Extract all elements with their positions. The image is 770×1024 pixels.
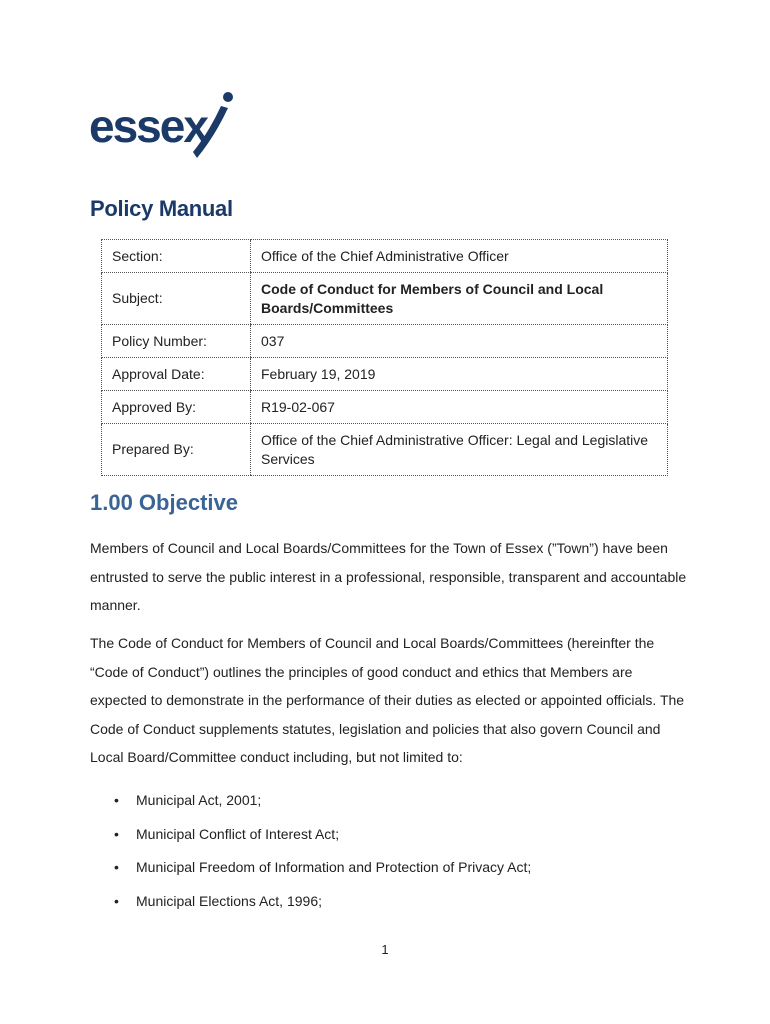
row-value: February 19, 2019 bbox=[251, 358, 668, 391]
logo-dot-icon bbox=[223, 92, 233, 102]
logo-text: essex bbox=[89, 100, 207, 152]
table-row bbox=[102, 325, 668, 358]
row-label: Policy Number: bbox=[102, 325, 251, 358]
list-item-text: Municipal Elections Act, 1996; bbox=[136, 892, 322, 909]
table-row bbox=[102, 240, 668, 273]
row-value: R19-02-067 bbox=[251, 391, 668, 424]
section-heading: 1.00 Objective bbox=[90, 490, 238, 515]
paragraph: The Code of Conduct for Members of Council and Local Boards/Committees (hereinfter the “Code of Conduct”) outlines the principles of good conduct and ethics that Members are expected to demonstrate in the performance of their duties as elected or appointed officials. The Code of Conduct supplements statutes, legislation and policies that also govern Council and Local Board/Committee conduct including, but not limited to: bbox=[90, 635, 685, 765]
list-item-text: Municipal Freedom of Information and Protection of Privacy Act; bbox=[136, 859, 532, 875]
bullet-icon: • bbox=[114, 892, 119, 909]
row-label: Prepared By: bbox=[102, 424, 251, 476]
essex-logo bbox=[89, 92, 239, 164]
policy-info-table bbox=[101, 239, 668, 476]
row-value: Office of the Chief Administrative Officer bbox=[251, 240, 668, 273]
row-value: Code of Conduct for Members of Council and Local Boards/Committees bbox=[251, 273, 668, 325]
row-value: Office of the Chief Administrative Officer: Legal and Legislative Services bbox=[251, 424, 668, 476]
page-title: Policy Manual bbox=[90, 196, 233, 221]
page-number: 1 bbox=[381, 942, 389, 957]
acts-list bbox=[90, 786, 690, 920]
table-row bbox=[102, 273, 668, 325]
list-item bbox=[90, 786, 690, 820]
table-row bbox=[102, 358, 668, 391]
bullet-icon: • bbox=[114, 825, 119, 842]
list-item bbox=[90, 820, 690, 854]
list-item bbox=[90, 853, 690, 887]
row-label: Approved By: bbox=[102, 391, 251, 424]
row-label: Subject: bbox=[102, 273, 251, 325]
bullet-icon: • bbox=[114, 792, 119, 808]
row-label: Approval Date: bbox=[102, 358, 251, 391]
row-value: 037 bbox=[251, 325, 668, 358]
list-item-text: Municipal Conflict of Interest Act; bbox=[136, 825, 340, 842]
list-item bbox=[90, 887, 690, 921]
list-item-text: Municipal Act, 2001; bbox=[136, 792, 262, 808]
table-row bbox=[102, 391, 668, 424]
row-label: Section: bbox=[102, 240, 251, 273]
bullet-icon: • bbox=[114, 859, 119, 875]
table-row bbox=[102, 424, 668, 476]
paragraph: Members of Council and Local Boards/Committees for the Town of Essex (”Town”) have been entrusted to serve the public interest in a professional, responsible, transparent and accountable manner. bbox=[90, 540, 687, 613]
